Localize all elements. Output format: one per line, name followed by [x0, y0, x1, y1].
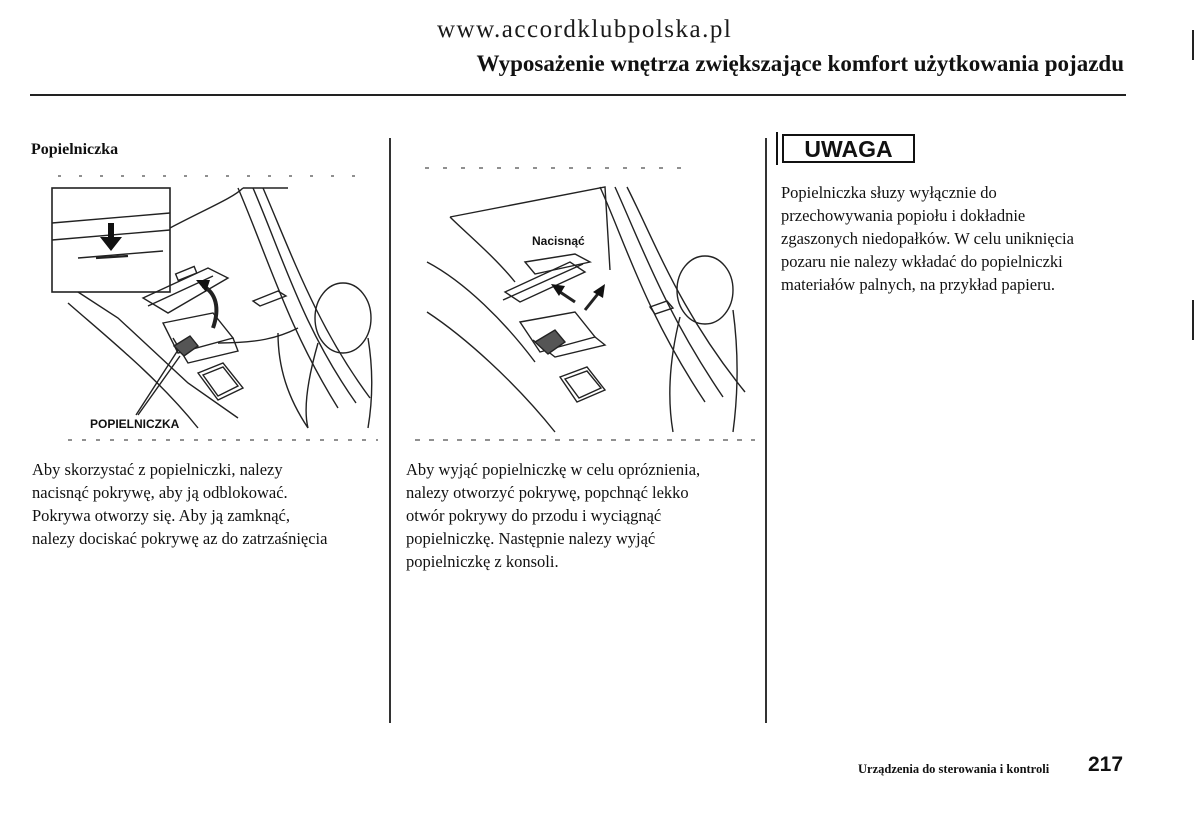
text-line: nalezy dociskać pokrywę az do zatrzaśnięcia: [32, 529, 328, 548]
text-line: Aby skorzystać z popielniczki, nalezy: [32, 460, 283, 479]
column-divider-right: [765, 138, 767, 723]
text-line: Popielniczka słuzy wyłącznie do: [781, 183, 997, 202]
section-title: Popielniczka: [31, 141, 119, 158]
figure-label-nacisnac: Nacisnąć: [532, 234, 585, 248]
column1-text: [32, 458, 382, 550]
text-line: zgaszonych niedopałków. W celu uniknięcia: [781, 229, 1074, 248]
header-rule: [30, 94, 1126, 96]
ashtray-removal-illustration: [405, 162, 761, 444]
page-number: 217: [1088, 753, 1124, 776]
figure-label-popielniczka: POPIELNICZKA: [90, 417, 180, 431]
text-line: nalezy otworzyć pokrywę, popchnąć lekko: [406, 483, 689, 502]
edge-mark: [1192, 30, 1194, 60]
text-line: Pokrywa otworzy się. Aby ją zamknąć,: [32, 506, 290, 525]
text-line: popielniczkę. Następnie nalezy wyjąć: [406, 529, 656, 548]
column2-text: [406, 458, 758, 573]
column-divider-left: [389, 138, 391, 723]
page-header-title: Wyposażenie wnętrza zwiększające komfort użytkowania pojazdu: [476, 51, 1124, 76]
warning-text: [781, 181, 1151, 296]
text-line: przechowywania popiołu i dokładnie: [781, 206, 1026, 225]
text-line: materiałów palnych, na przykład papieru.: [781, 275, 1055, 294]
text-line: nacisnąć pokrywę, aby ją odblokować.: [32, 483, 288, 502]
edge-mark: [1192, 300, 1194, 340]
watermark-url: www.accordklubpolska.pl: [437, 16, 733, 43]
text-line: Aby wyjąć popielniczkę w celu opróznienia,: [406, 460, 701, 479]
footer-section-name: Urządzenia do sterowania i kontroli: [858, 762, 1050, 776]
text-line: otwór pokrywy do przodu i wyciągnąć: [406, 506, 662, 525]
warning-heading: UWAGA: [782, 134, 915, 163]
text-line: pozaru nie nalezy wkładać do popielniczki: [781, 252, 1063, 271]
ashtray-open-illustration: [38, 168, 380, 443]
text-line: popielniczkę z konsoli.: [406, 552, 559, 571]
